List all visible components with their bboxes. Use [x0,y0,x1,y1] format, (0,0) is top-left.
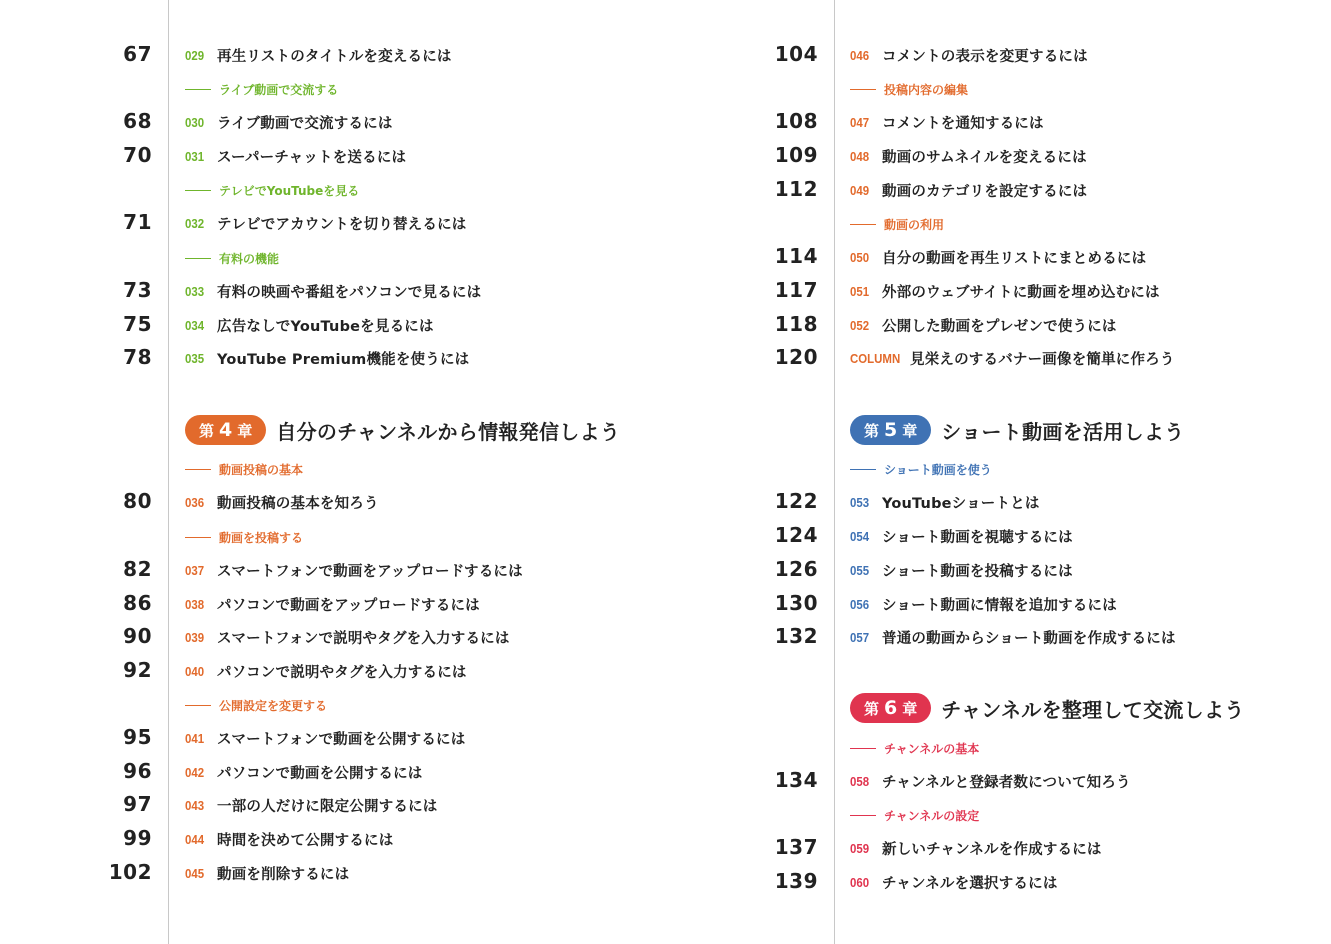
toc-entry[interactable] [185,558,523,582]
chapter-prefix: 第 [199,421,215,440]
page-number: 96 [123,759,152,783]
entry-title: パソコンで説明やタグを入力するには [217,664,467,681]
entry-title: 外部のウェブサイトに動画を埋め込むには [882,284,1160,301]
toc-entry[interactable] [850,144,1087,168]
chapter-number: 6 [884,697,898,719]
entry-number: 059 [850,840,870,856]
entry-title: 一部の人だけに限定公開するには [217,798,438,815]
page-number: 112 [774,177,818,201]
entry-number: 033 [185,283,205,299]
entry-title: パソコンで動画をアップロードするには [217,597,480,614]
toc-entry[interactable] [850,769,1131,793]
toc-entry[interactable] [850,870,1058,894]
toc-entry[interactable] [185,827,393,851]
entry-title: ショート動画を視聴するには [882,529,1073,546]
page-number: 104 [774,42,818,66]
toc-entry[interactable] [185,592,480,616]
section-dash [185,89,211,90]
entry-number: 037 [185,562,205,578]
entry-number: 044 [185,831,205,847]
entry-number: 058 [850,773,870,789]
page-number: 67 [123,42,152,66]
toc-entry[interactable] [850,836,1102,860]
page-number: 124 [774,523,818,547]
section-heading [185,79,338,99]
chapter-title: 自分のチャンネルから情報発信しよう [276,419,621,444]
section-dash [850,815,876,816]
chapter-badge [850,415,931,445]
entry-number: 055 [850,562,870,578]
entry-title: ショート動画を投稿するには [882,563,1073,580]
entry-number: 048 [850,148,870,164]
entry-number: 054 [850,528,870,544]
chapter-suffix: 章 [902,421,918,440]
entry-title: コメントを通知するには [882,115,1044,132]
entry-title: YouTube Premium機能を使うには [217,351,470,368]
toc-entry[interactable] [185,625,510,649]
section-dash [850,224,876,225]
entry-number: 060 [850,874,870,890]
chapter-prefix: 第 [864,699,880,718]
toc-entry[interactable] [185,760,423,784]
entry-title: スーパーチャットを送るには [217,149,407,166]
chapter-title: ショート動画を活用しよう [941,419,1185,444]
entry-title: 普通の動画からショート動画を作成するには [882,630,1176,647]
toc-entry[interactable] [185,346,469,370]
section-label: 動画を投稿する [219,530,304,545]
page-number: 134 [774,768,818,792]
section-heading [185,459,303,479]
entry-number: 052 [850,317,870,333]
entry-title: ショート動画に情報を追加するには [882,597,1117,614]
chapter-6-heading [850,692,1245,724]
section-label: チャンネルの基本 [884,741,980,756]
chapter-5-heading [850,414,1184,446]
entry-number: 038 [185,596,205,612]
toc-entry[interactable] [850,43,1088,67]
entry-title: テレビでアカウントを切り替えるには [217,216,467,233]
entry-number: 040 [185,663,205,679]
section-heading [850,738,979,758]
section-heading [850,459,992,479]
toc-entry[interactable] [850,245,1146,269]
chapter-title: チャンネルを整理して交流しよう [941,697,1245,722]
entry-number: 043 [185,797,205,813]
page-number: 92 [123,658,152,682]
entry-title: 有料の映画や番組をパソコンで見るには [217,284,482,301]
section-heading [185,695,327,715]
entry-number: 056 [850,596,870,612]
section-dash [850,469,876,470]
chapter-4-heading [185,414,620,446]
page-number: 117 [774,278,818,302]
page-number: 118 [774,312,818,336]
toc-entry[interactable] [185,793,438,817]
page-number: 97 [123,792,152,816]
entry-title: コメントの表示を変更するには [882,48,1088,65]
entry-title: 動画のカテゴリを設定するには [882,183,1088,200]
entry-number: 053 [850,494,870,510]
entry-number: 031 [185,148,205,164]
page-number: 99 [123,826,152,850]
section-label: 動画の利用 [884,217,945,232]
toc-entry[interactable] [185,279,481,303]
section-label: ライブ動画で交流する [219,82,339,97]
page-number: 90 [123,624,152,648]
entry-number: COLUMN [850,350,901,366]
page-number: 130 [774,591,818,615]
entry-title: ライブ動画で交流するには [217,115,393,132]
section-label: 公開設定を変更する [219,698,328,713]
toc-entry[interactable] [185,43,452,67]
toc-entry[interactable] [185,726,465,750]
toc-entry[interactable] [850,625,1176,649]
page-number: 109 [774,143,818,167]
section-label: チャンネルの設定 [884,808,980,823]
toc-entry[interactable] [185,490,379,514]
page-number: 120 [774,345,818,369]
entry-title: 自分の動画を再生リストにまとめるには [882,250,1147,267]
page-number: 114 [774,244,818,268]
page-number: 82 [123,557,152,581]
section-dash [185,705,211,706]
chapter-number: 4 [219,419,233,441]
chapter-suffix: 章 [902,699,918,718]
section-heading [185,180,359,200]
entry-number: 050 [850,249,870,265]
page-number: 75 [123,312,152,336]
entry-title: 動画を削除するには [217,866,350,883]
entry-number: 034 [185,317,205,333]
page-number: 71 [123,210,152,234]
section-label: ショート動画を使う [884,462,992,477]
entry-number: 051 [850,283,870,299]
entry-number: 041 [185,730,205,746]
entry-title: スマートフォンで動画をアップロードするには [217,563,523,580]
chapter-suffix: 章 [237,421,253,440]
toc-entry[interactable] [185,659,467,683]
toc-entry[interactable] [850,490,1040,514]
page-number: 80 [123,489,152,513]
section-dash [850,89,876,90]
section-heading [185,527,303,547]
entry-number: 047 [850,114,870,130]
page-number: 139 [774,869,818,893]
section-label: 有料の機能 [219,251,280,266]
section-heading [850,214,944,234]
entry-number: 049 [850,182,870,198]
entry-number: 030 [185,114,205,130]
toc-entry[interactable] [850,524,1073,548]
entry-title: スマートフォンで説明やタグを入力するには [217,630,510,647]
entry-number: 035 [185,350,205,366]
page-number: 78 [123,345,152,369]
toc-entry[interactable] [850,279,1160,303]
entry-title: 見栄えのするバナー画像を簡単に作ろう [910,351,1175,368]
section-heading [850,79,968,99]
page-number: 137 [774,835,818,859]
entry-title: チャンネルと登録者数について知ろう [882,774,1131,791]
entry-title: 動画投稿の基本を知ろう [217,495,379,512]
page-number: 86 [123,591,152,615]
toc-entry[interactable] [850,346,1175,370]
toc-entry[interactable] [185,110,393,134]
section-label: 投稿内容の編集 [884,82,969,97]
page-number: 108 [774,109,818,133]
entry-title: チャンネルを選択するには [882,875,1058,892]
toc-entry[interactable] [850,592,1117,616]
section-label: テレビでYouTubeを見る [219,183,360,198]
toc-entry[interactable] [850,110,1044,134]
page-number: 122 [774,489,818,513]
page-number: 70 [123,143,152,167]
entry-number: 029 [185,47,205,63]
entry-number: 039 [185,629,205,645]
chapter-prefix: 第 [864,421,880,440]
section-dash [185,537,211,538]
page-number: 68 [123,109,152,133]
entry-number: 045 [185,865,205,881]
entry-title: スマートフォンで動画を公開するには [217,731,466,748]
entry-number: 057 [850,629,870,645]
page-number: 102 [108,860,152,884]
toc-entry[interactable] [185,313,434,337]
entry-title: 広告なしでYouTubeを見るには [217,318,434,335]
entry-number: 042 [185,764,205,780]
section-dash [185,469,211,470]
section-dash [185,258,211,259]
toc-entry[interactable] [850,178,1087,202]
toc-entry[interactable] [850,313,1117,337]
entry-title: パソコンで動画を公開するには [217,765,423,782]
entry-number: 046 [850,47,870,63]
toc-entry[interactable] [185,211,466,235]
toc-entry[interactable] [185,861,349,885]
toc-entry[interactable] [850,558,1073,582]
page-number: 132 [774,624,818,648]
chapter-badge [850,693,931,723]
chapter-badge [185,415,266,445]
section-label: 動画投稿の基本 [219,462,304,477]
entry-title: 再生リストのタイトルを変えるには [217,48,452,65]
entry-title: 公開した動画をプレゼンで使うには [882,318,1117,335]
page-number: 126 [774,557,818,581]
entry-title: 時間を決めて公開するには [217,832,394,849]
page-number: 73 [123,278,152,302]
entry-number: 032 [185,215,205,231]
entry-title: 新しいチャンネルを作成するには [882,841,1102,858]
chapter-number: 5 [884,419,898,441]
left-divider [168,0,169,944]
section-heading [850,805,979,825]
section-heading [185,248,279,268]
entry-title: YouTubeショートとは [882,495,1040,512]
section-dash [850,748,876,749]
entry-title: 動画のサムネイルを変えるには [882,149,1087,166]
toc-entry[interactable] [185,144,406,168]
section-dash [185,190,211,191]
page-number: 95 [123,725,152,749]
center-divider [834,0,835,944]
entry-number: 036 [185,494,205,510]
